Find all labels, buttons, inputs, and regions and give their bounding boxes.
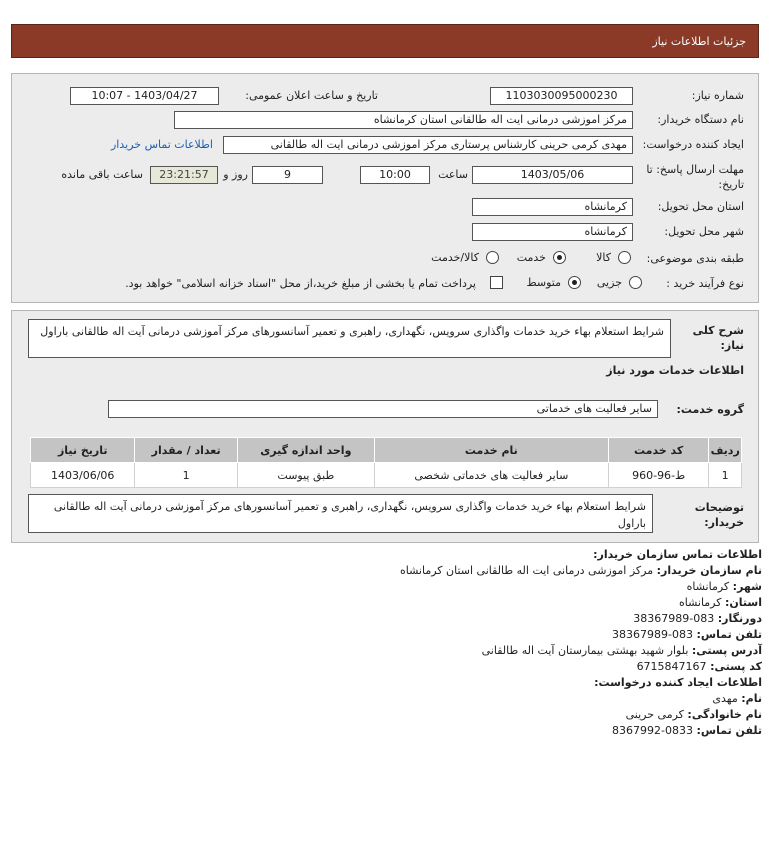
process-option-minor: جزیی (596, 276, 622, 289)
process-radio-medium[interactable] (568, 276, 581, 289)
deadline-label: مهلت ارسال پاسخ: تا (646, 163, 744, 176)
contact-fax: دورنگار: 083-38367989 (633, 612, 762, 625)
category-option-goods-service: کالا/خدمت (431, 251, 479, 264)
buyer-org-label: نام دستگاه خریدار: (657, 113, 744, 126)
contact-org: نام سازمان خریدار: مرکز اموزشی درمانی ایت اله طالقانی استان کرمانشاه (399, 564, 762, 577)
services-table-header (31, 438, 742, 463)
payment-note: پرداخت تمام یا بخشی از مبلغ خرید،از محل "اسناد خزانه اسلامی" خواهد بود. (125, 277, 476, 290)
contact-phone: تلفن تماس: 083-38367989 (612, 628, 762, 641)
treasury-checkbox[interactable] (490, 276, 503, 289)
need-number-label: شماره نیاز: (691, 89, 744, 102)
category-radio-goods[interactable] (618, 251, 631, 264)
col-row: ردیف (709, 438, 742, 463)
deadline-label-2: تاریخ: (718, 178, 744, 191)
process-option-medium: متوسط (526, 276, 561, 289)
description-text[interactable]: شرایط استعلام بهاء خرید خدمات واگذاری سرویس، نگهداری، راهبری و تعمیر آسانسورهای مرکز آموزشی درمانی آیت اله طالقانی باراول (28, 319, 671, 358)
col-unit: واحد اندازه گیری (237, 438, 374, 463)
announce-label: تاریخ و ساعت اعلان عمومی: (245, 89, 378, 102)
page-header (11, 24, 759, 58)
category-label: طبقه بندی موضوعی: (646, 252, 744, 265)
deadline-date-field[interactable]: 1403/05/06 (472, 166, 633, 184)
col-qty: تعداد / مقدار (135, 438, 237, 463)
page-title: جزئیات اطلاعات نیاز (652, 35, 746, 48)
remaining-time-field: 23:21:57 (150, 166, 218, 184)
creator-name: نام: مهدی (712, 692, 762, 705)
days-field[interactable]: 9 (252, 166, 323, 184)
cell-unit: طبق پیوست (237, 463, 374, 488)
creator-phone: تلفن تماس: 0833-8367992 (612, 724, 762, 737)
deadline-time-label: ساعت (438, 168, 468, 181)
contact-title: اطلاعات تماس سازمان خریدار: (593, 548, 762, 561)
city-field[interactable]: کرمانشاه (472, 223, 633, 241)
service-group-field[interactable]: سایر فعالیت های خدماتی (108, 400, 658, 418)
buyer-contact-link[interactable]: اطلاعات تماس خریدار (111, 138, 213, 151)
col-code: کد خدمت (608, 438, 708, 463)
deadline-time-field[interactable]: 10:00 (360, 166, 430, 184)
process-label: نوع فرآیند خرید : (666, 277, 744, 290)
creator-label: ایجاد کننده درخواست: (642, 138, 744, 151)
days-label: روز و (223, 168, 248, 181)
description-label: شرح کلی (692, 324, 744, 337)
city-label: شهر محل تحویل: (664, 225, 744, 238)
col-date: تاریخ نیاز (31, 438, 135, 463)
services-table (30, 437, 742, 488)
category-option-service: خدمت (516, 251, 546, 264)
creator-family: نام خانوادگی: کرمی حرینی (625, 708, 762, 721)
description-panel (11, 310, 759, 543)
buyer-notes-label: توضیحات (694, 501, 744, 514)
category-radio-service[interactable] (553, 251, 566, 264)
cell-qty: 1 (135, 463, 237, 488)
process-radio-minor[interactable] (629, 276, 642, 289)
contact-section (0, 548, 770, 748)
remaining-label: ساعت باقی مانده (61, 168, 143, 181)
buyer-org-field[interactable]: مرکز اموزشی درمانی ایت اله طالقانی استان کرمانشاه (174, 111, 633, 129)
creator-info-title: اطلاعات ایجاد کننده درخواست: (594, 676, 762, 689)
contact-city: شهر: کرمانشاه (686, 580, 762, 593)
announce-field[interactable]: 1403/04/27 - 10:07 (70, 87, 219, 105)
cell-code: ط-96-960 (608, 463, 708, 488)
buyer-notes-label-2: خریدار: (704, 516, 744, 529)
buyer-notes-text[interactable]: شرایط استعلام بهاء خرید خدمات واگذاری سرویس، نگهداری، راهبری و تعمیر آسانسورهای مرکز آموزشی درمانی آیت اله طالقانی باراول (28, 494, 653, 533)
contact-address: آدرس پستی: بلوار شهید بهشتی بیمارستان آیت اله طالقانی (481, 644, 762, 657)
cell-row: 1 (709, 463, 742, 488)
service-group-label: گروه خدمت: (676, 403, 744, 416)
description-label-2: نیاز: (720, 339, 744, 352)
table-row[interactable] (31, 463, 742, 488)
col-name: نام خدمت (374, 438, 608, 463)
services-section-title: اطلاعات خدمات مورد نیاز (606, 364, 744, 377)
creator-field[interactable]: مهدی کرمی حرینی کارشناس پرستاری مرکز اموزشی درمانی ایت اله طالقانی (223, 136, 633, 154)
province-field[interactable]: کرمانشاه (472, 198, 633, 216)
contact-postal: کد پستی: 6715847167 (636, 660, 762, 673)
cell-name: سایر فعالیت های خدماتی شخصی (374, 463, 608, 488)
need-details-panel (11, 73, 759, 303)
category-radio-goods-service[interactable] (486, 251, 499, 264)
cell-date: 1403/06/06 (31, 463, 135, 488)
need-number-field[interactable]: 1103030095000230 (490, 87, 633, 105)
category-option-goods: کالا (596, 251, 611, 264)
contact-province: استان: کرمانشاه (678, 596, 762, 609)
province-label: استان محل تحویل: (657, 200, 744, 213)
